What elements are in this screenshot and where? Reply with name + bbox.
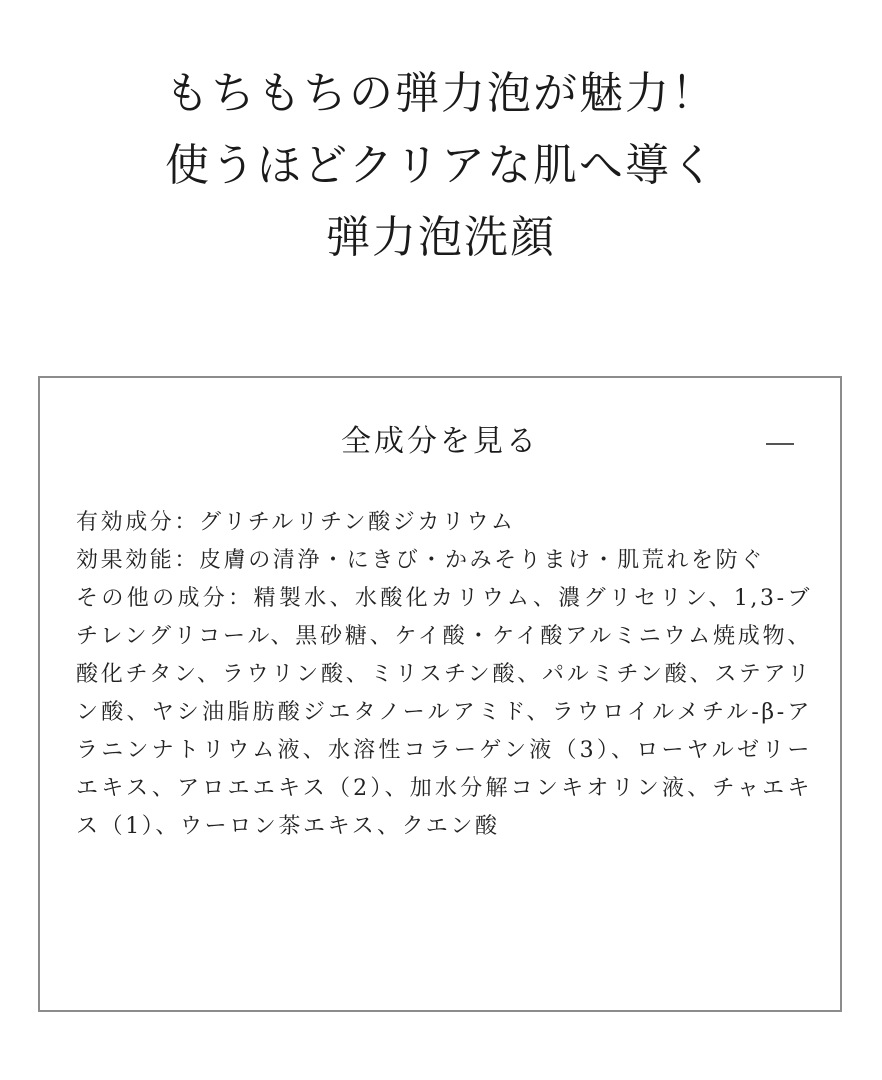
headline-line-3: 弾力泡洗顔 bbox=[326, 212, 556, 263]
headline-line-1: もちもちの弾力泡が魅力！ bbox=[165, 68, 717, 119]
minus-icon-bar bbox=[766, 443, 794, 445]
ingredients-accordion-title[interactable]: 全成分を見る bbox=[341, 424, 539, 459]
headline bbox=[0, 58, 882, 274]
active-ingredient-text: 有効成分：グリチルリチン酸ジカリウム bbox=[76, 510, 516, 535]
headline-line-2: 使うほどクリアな肌へ導く bbox=[165, 140, 717, 191]
efficacy-text: 効果効能：皮膚の清浄・にきび・かみそりまけ・肌荒れを防ぐ bbox=[76, 548, 765, 573]
other-ingredients-text: その他の成分：精製水、水酸化カリウム、濃グリセリン、1,3-ブチレングリコール、黒砂糖、ケイ酸・ケイ酸アルミニウム焼成物、酸化チタン、ラウリン酸、ミリスチン酸、パルミチン酸、ステアリン酸、ヤシ油脂肪酸ジエタノールアミド、ラウロイルメチル-β-アラニンナトリウム液、水溶性コラーゲン液（3）、ローヤルゼリーエキス、アロエエキス（2）、加水分解コンキオリン液、チャエキス（1）、ウーロン茶エキス、クエン酸 bbox=[76, 586, 812, 839]
ingredients-accordion bbox=[38, 376, 842, 1012]
minus-icon[interactable] bbox=[764, 430, 796, 458]
ingredients-list bbox=[76, 504, 812, 846]
